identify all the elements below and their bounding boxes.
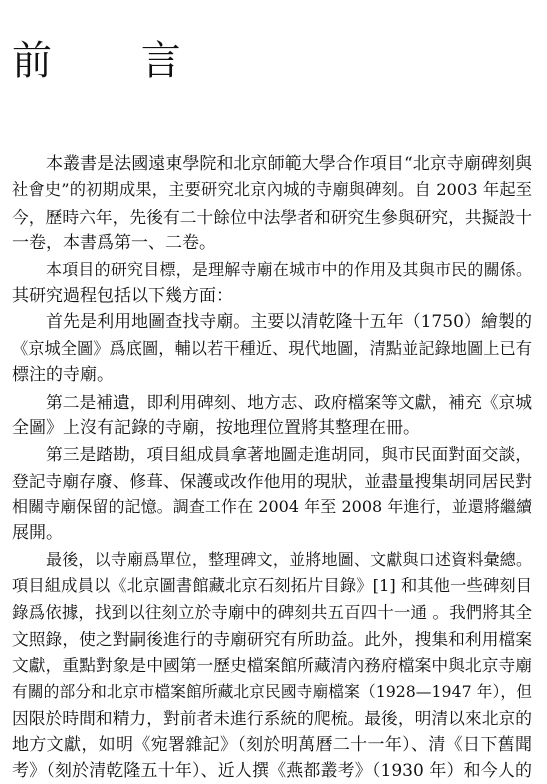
text-line: 展開。: [12, 523, 63, 544]
page-title: 前 言: [12, 37, 219, 84]
text-line: 最後，以寺廟爲單位，整理碑文，並將地圖、文獻與口述資料彙總。: [46, 549, 532, 569]
text-line: 全圖》上沒有記錄的寺廟，按地理位置將其整理在冊。: [12, 417, 420, 438]
text-line: 登記寺廟存廢、修葺、保護或改作他用的現狀，並盡量搜集胡同居民對: [12, 470, 532, 491]
text-line: 錄爲依據，找到以往刻立於寺廟中的碑刻共五百四十一通 。我們將其全: [12, 602, 532, 622]
body-text: [12, 151, 532, 784]
text-line: 第三是踏勘，項目組成員拿著地圖走進胡同，與市民面對面交談，: [46, 444, 532, 465]
text-line: 有關的部分和北京市檔案館所藏北京民國寺廟檔案（1928—1947 年），但: [12, 681, 532, 701]
text-line: 項目組成員以《北京圖書館藏北京石刻拓片目錄》[1] 和其他一些碑刻目: [12, 576, 532, 596]
text-line: 其研究過程包括以下幾方面：: [12, 285, 233, 306]
text-line: 社會史”的初期成果，主要研究北京內城的寺廟與碑刻。自 2003 年起至: [12, 180, 532, 200]
text-line: 本項目的研究目標，是理解寺廟在城市中的作用及其與市民的關係。: [46, 259, 532, 279]
text-line: 一卷，本書爲第一、二卷。: [12, 233, 216, 254]
text-line: 文照錄，使之對嗣後進行的寺廟研究有所助益。此外，搜集和利用檔案: [12, 629, 532, 650]
text-line: 標注的寺廟。: [12, 365, 114, 386]
text-line: 首先是利用地圖查找寺廟。主要以清乾隆十五年（1750）繪製的: [46, 312, 532, 333]
text-line: 考》（刻於清乾隆五十年）、近人撰《燕都叢考》（1930 年）和今人的: [12, 760, 532, 781]
text-line: 相關寺廟保留的記憶。調查工作在 2004 年至 2008 年進行，並還將繼續: [12, 497, 532, 517]
text-line: 因限於時間和精力，對前者未進行系統的爬梳。最後，明清以來北京的: [12, 708, 532, 729]
text-line: 文獻，重點對象是中國第一歷史檔案館所藏清內務府檔案中與北京寺廟: [12, 655, 532, 676]
text-line: 地方文獻，如明《宛署雜記》（刻於明萬曆二十一年）、清《日下舊聞: [12, 734, 532, 755]
text-line: 《京城全圖》爲底圖，輔以若干種近、現代地圖，清點並記錄地圖上已有: [12, 338, 532, 358]
text-line: 第二是補遺，即利用碑刻、地方志、政府檔案等文獻，補充《京城: [46, 391, 532, 412]
text-line: 本叢書是法國遠東學院和北京師範大學合作項目“北京寺廟碑刻與: [46, 154, 532, 174]
text-line: 今，歷時六年，先後有二十餘位中法學者和研究生參與研究，共擬設十: [12, 206, 532, 227]
